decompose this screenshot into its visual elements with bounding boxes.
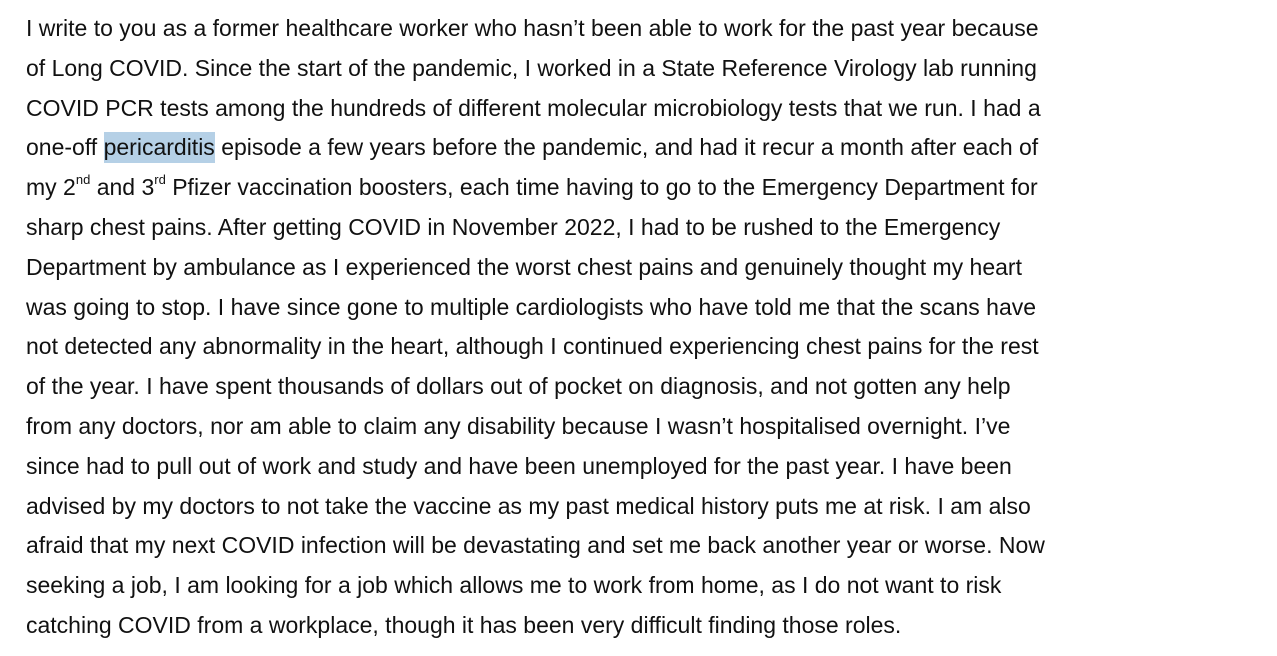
text-line-6 [26, 208, 1271, 248]
text-line-5 [26, 168, 1271, 208]
selected-word-highlight[interactable]: pericarditis [104, 132, 215, 163]
line-text: not detected any abnormality in the heart, although I continued experiencing chest pains for the rest [26, 333, 1039, 360]
text-line-16 [26, 606, 1271, 646]
line-text: Pfizer vaccination boosters, each time having to go to the Emergency Department for [165, 174, 1038, 201]
text-line-12 [26, 447, 1271, 487]
ordinal-superscript: rd [154, 171, 166, 187]
text-line-11 [26, 407, 1271, 447]
line-text: episode a few years before the pandemic, and had it recur a month after each of [214, 134, 1039, 161]
line-text: of the year. I have spent thousands of dollars out of pocket on diagnosis, and not gotten any help [26, 373, 1011, 400]
text-line-8 [26, 288, 1271, 328]
line-text: sharp chest pains. After getting COVID in November 2022, I had to be rushed to the Emergency [26, 213, 1001, 240]
text-line-10 [26, 367, 1271, 407]
line-text: of Long COVID. Since the start of the pandemic, I worked in a State Reference Virology lab running [26, 54, 1037, 81]
line-text: my 2 [26, 174, 76, 201]
text-line-15 [26, 566, 1271, 606]
text-line-3 [26, 89, 1271, 129]
line-text: catching COVID from a workplace, though it has been very difficult finding those roles. [26, 611, 902, 638]
text-line-2 [26, 49, 1271, 89]
text-line-4 [26, 128, 1271, 168]
line-text: afraid that my next COVID infection will be devastating and set me back another year or worse. Now [26, 532, 1045, 559]
line-text: Department by ambulance as I experienced the worst chest pains and genuinely thought my heart [26, 253, 1022, 280]
document-body [26, 9, 1271, 646]
line-text: I write to you as a former healthcare worker who hasn’t been able to work for the past year because [26, 15, 1039, 41]
line-text: from any doctors, nor am able to claim any disability because I wasn’t hospitalised overnight. I’ve [26, 412, 1011, 439]
text-line-9 [26, 327, 1271, 367]
line-text: COVID PCR tests among the hundreds of different molecular microbiology tests that we run. I had a [26, 94, 1041, 121]
text-line-13 [26, 487, 1271, 527]
line-text: and 3 [90, 174, 155, 201]
ordinal-superscript: nd [75, 171, 91, 187]
line-text: since had to pull out of work and study and have been unemployed for the past year. I have been [26, 452, 1012, 479]
line-text: advised by my doctors to not take the vaccine as my past medical history puts me at risk. I am also [26, 492, 1031, 519]
line-text: seeking a job, I am looking for a job which allows me to work from home, as I do not want to risk [26, 572, 1002, 599]
text-line-1 [26, 9, 1271, 49]
text-line-14 [26, 526, 1271, 566]
line-text: was going to stop. I have since gone to multiple cardiologists who have told me that the scans have [26, 293, 1037, 320]
line-text: one-off [26, 134, 104, 161]
text-line-7 [26, 248, 1271, 288]
